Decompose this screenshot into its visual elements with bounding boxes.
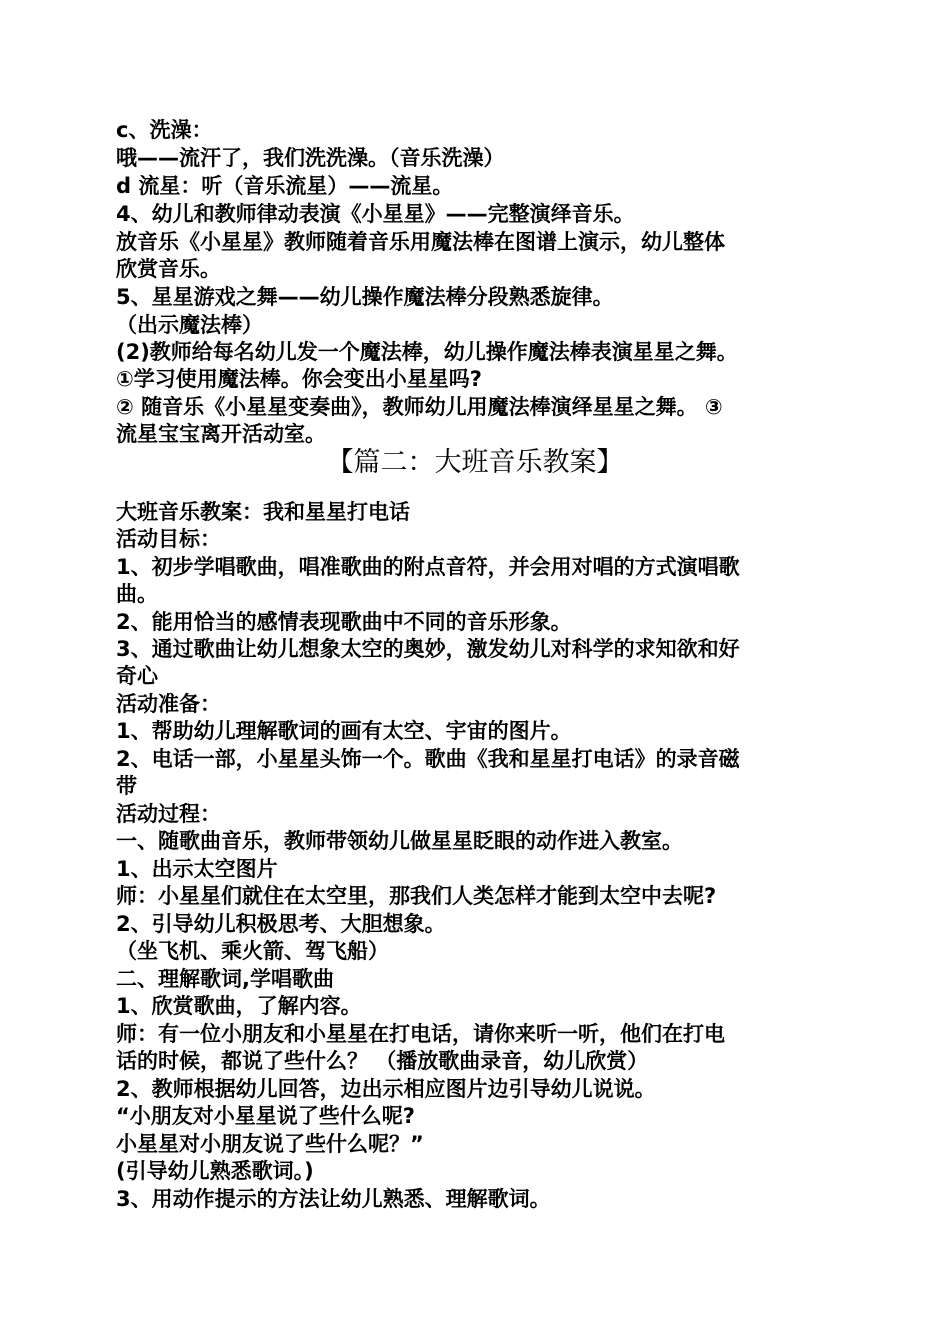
- text-line: (引导幼儿熟悉歌词。): [116, 1159, 314, 1183]
- text-line: 3、通过歌曲让幼儿想象太空的奥妙，激发幼儿对科学的求知欲和好: [116, 637, 740, 661]
- text-line: 小星星对小朋友说了些什么呢？”: [116, 1132, 424, 1156]
- text-line: （坐飞机、乘火箭、驾飞船）: [116, 939, 389, 963]
- text-line: （出示魔法棒）: [116, 313, 263, 337]
- text-line: 奇心: [116, 664, 158, 688]
- text-line: 2、引导幼儿积极思考、大胆想象。: [116, 912, 446, 936]
- text-line: 放音乐《小星星》教师随着音乐用魔法棒在图谱上演示，幼儿整体: [116, 230, 725, 254]
- text-line: 师：有一位小朋友和小星星在打电话，请你来听一听，他们在打电: [116, 1022, 725, 1046]
- text-line: 活动目标：: [116, 527, 221, 551]
- text-line: 带: [116, 774, 137, 798]
- text-line: 2、能用恰当的感情表现歌曲中不同的音乐形象。: [116, 610, 572, 634]
- text-line: 1、出示太空图片: [116, 857, 278, 881]
- text-line: ①学习使用魔法棒。你会变出小星星吗?: [116, 367, 482, 391]
- text-line: c、洗澡：: [116, 118, 213, 142]
- text-line: 活动过程：: [116, 802, 221, 826]
- text-line: ② 随音乐《小星星变奏曲》，教师幼儿用魔法棒演绎星星之舞。 ③: [116, 395, 723, 419]
- text-line: 二、理解歌词,学唱歌曲: [116, 967, 334, 991]
- text-line: 2、教师根据幼儿回答，边出示相应图片边引导幼儿说说。: [116, 1077, 656, 1101]
- text-line: 5、星星游戏之舞——幼儿操作魔法棒分段熟悉旋律。: [116, 285, 614, 309]
- text-line: 曲。: [116, 582, 158, 606]
- text-line: “小朋友对小星星说了些什么呢?: [116, 1104, 415, 1128]
- text-line: 大班音乐教案：我和星星打电话: [116, 500, 410, 524]
- text-line: 活动准备：: [116, 692, 221, 716]
- text-line: 4、幼儿和教师律动表演《小星星》——完整演绎音乐。: [116, 202, 635, 226]
- text-line: 师：小星星们就住在太空里，那我们人类怎样才能到太空中去呢?: [116, 884, 717, 908]
- text-line: 话的时候，都说了些什么？ （播放歌曲录音，幼儿欣赏）: [116, 1049, 649, 1073]
- section-title: 【篇二：大班音乐教案】: [326, 447, 624, 478]
- text-line: 哦——流汗了，我们洗洗澡。（音乐洗澡）: [116, 146, 505, 170]
- text-line: 一、随歌曲音乐，教师带领幼儿做星星眨眼的动作进入教室。: [116, 829, 683, 853]
- text-line: 3、用动作提示的方法让幼儿熟悉、理解歌词。: [116, 1187, 551, 1211]
- text-line: 2、电话一部，小星星头饰一个。歌曲《我和星星打电话》的录音磁: [116, 747, 740, 771]
- text-line: 欣赏音乐。: [116, 257, 221, 281]
- text-line: 1、欣赏歌曲，了解内容。: [116, 994, 362, 1018]
- text-line: d 流星：听（音乐流星）——流星。: [116, 174, 454, 198]
- text-line: 1、初步学唱歌曲，唱准歌曲的附点音符，并会用对唱的方式演唱歌: [116, 555, 740, 579]
- text-line: 1、帮助幼儿理解歌词的画有太空、宇宙的图片。: [116, 719, 572, 743]
- text-line: 流星宝宝离开活动室。: [116, 422, 326, 446]
- text-line: (2)教师给每名幼儿发一个魔法棒，幼儿操作魔法棒表演星星之舞。: [116, 340, 738, 364]
